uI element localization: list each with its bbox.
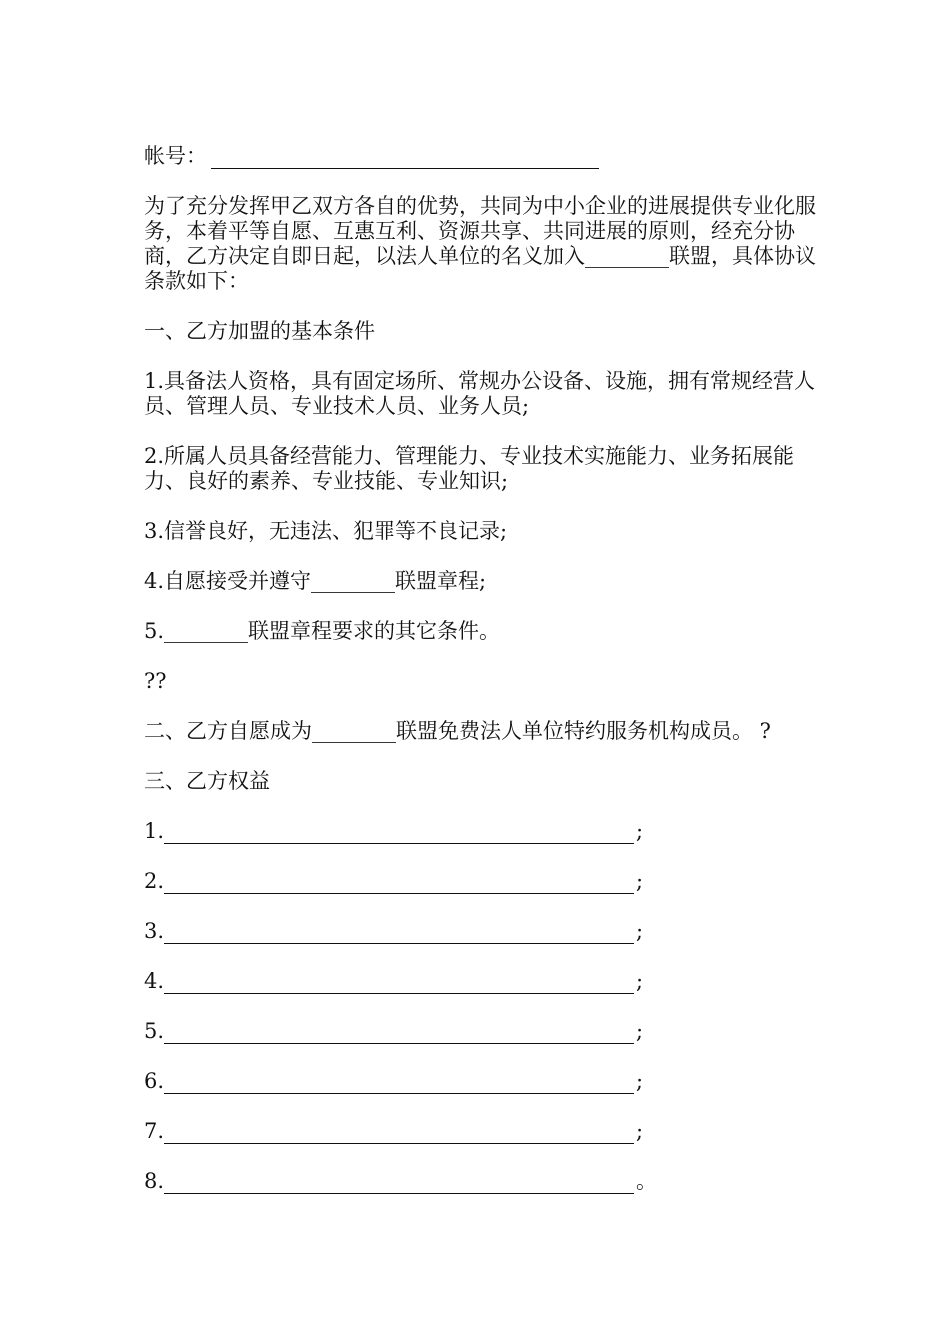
rights-item-end: ; bbox=[636, 969, 644, 993]
section-1-title: 一、乙方加盟的基本条件 bbox=[144, 319, 375, 343]
document-body bbox=[144, 144, 834, 1219]
rights-item-number: 5. bbox=[144, 1019, 165, 1043]
rights-item-end: ; bbox=[636, 819, 644, 843]
rights-item-end: ; bbox=[636, 1019, 644, 1043]
rights-item bbox=[144, 1169, 834, 1194]
rights-item bbox=[144, 969, 834, 994]
rights-item-blank bbox=[164, 823, 634, 844]
rights-item-blank bbox=[164, 1123, 634, 1144]
account-line bbox=[144, 144, 834, 169]
section-2-paragraph: 二、乙方自愿成为________联盟免费法人单位特约服务机构成员。 ? bbox=[144, 719, 771, 743]
rights-item-end: ; bbox=[636, 1069, 644, 1093]
condition-item: 2.所属人员具备经营能力、管理能力、专业技术实施能力、业务拓展能力、良好的素养、专业技能、专业知识; bbox=[144, 444, 795, 493]
condition-item: 5.________联盟章程要求的其它条件。 bbox=[144, 619, 501, 643]
condition-item: 4.自愿接受并遵守________联盟章程; bbox=[144, 569, 487, 593]
intro-paragraph: 为了充分发挥甲乙双方各自的优势，共同为中小企业的进展提供专业化服务，本着平等自愿、互惠互利、资源共享、共同进展的原则，经充分协商，乙方决定自即日起，以法人单位的名义加入________联盟，具体协议条款如下： bbox=[144, 194, 816, 293]
rights-item-number: 3. bbox=[144, 919, 165, 943]
rights-item-number: 1. bbox=[144, 819, 165, 843]
account-blank bbox=[211, 148, 599, 169]
rights-item bbox=[144, 1119, 834, 1144]
rights-item-end: 。 bbox=[636, 1169, 658, 1193]
rights-item bbox=[144, 869, 834, 894]
condition-item: 3.信誉良好，无违法、犯罪等不良记录; bbox=[144, 519, 508, 543]
rights-item-blank bbox=[164, 1073, 634, 1094]
rights-item-number: 7. bbox=[144, 1119, 165, 1143]
account-label: 帐号： bbox=[144, 144, 207, 168]
rights-item-number: 4. bbox=[144, 969, 165, 993]
rights-item-blank bbox=[164, 1173, 634, 1194]
rights-item bbox=[144, 1019, 834, 1044]
rights-item-end: ; bbox=[636, 919, 644, 943]
rights-item-blank bbox=[164, 923, 634, 944]
rights-item-end: ; bbox=[636, 1119, 644, 1143]
condition-item: 1.具备法人资格，具有固定场所、常规办公设备、设施，拥有常规经营人员、管理人员、专业技术人员、业务人员; bbox=[144, 369, 816, 418]
section-3-title: 三、乙方权益 bbox=[144, 769, 270, 793]
rights-item bbox=[144, 1069, 834, 1094]
rights-item-blank bbox=[164, 873, 634, 894]
rights-item bbox=[144, 919, 834, 944]
placeholder-marks: ?? bbox=[144, 669, 167, 693]
rights-item bbox=[144, 819, 834, 844]
rights-item-number: 8. bbox=[144, 1169, 165, 1193]
rights-item-blank bbox=[164, 1023, 634, 1044]
rights-item-end: ; bbox=[636, 869, 644, 893]
rights-item-number: 2. bbox=[144, 869, 165, 893]
rights-item-blank bbox=[164, 973, 634, 994]
rights-item-number: 6. bbox=[144, 1069, 165, 1093]
